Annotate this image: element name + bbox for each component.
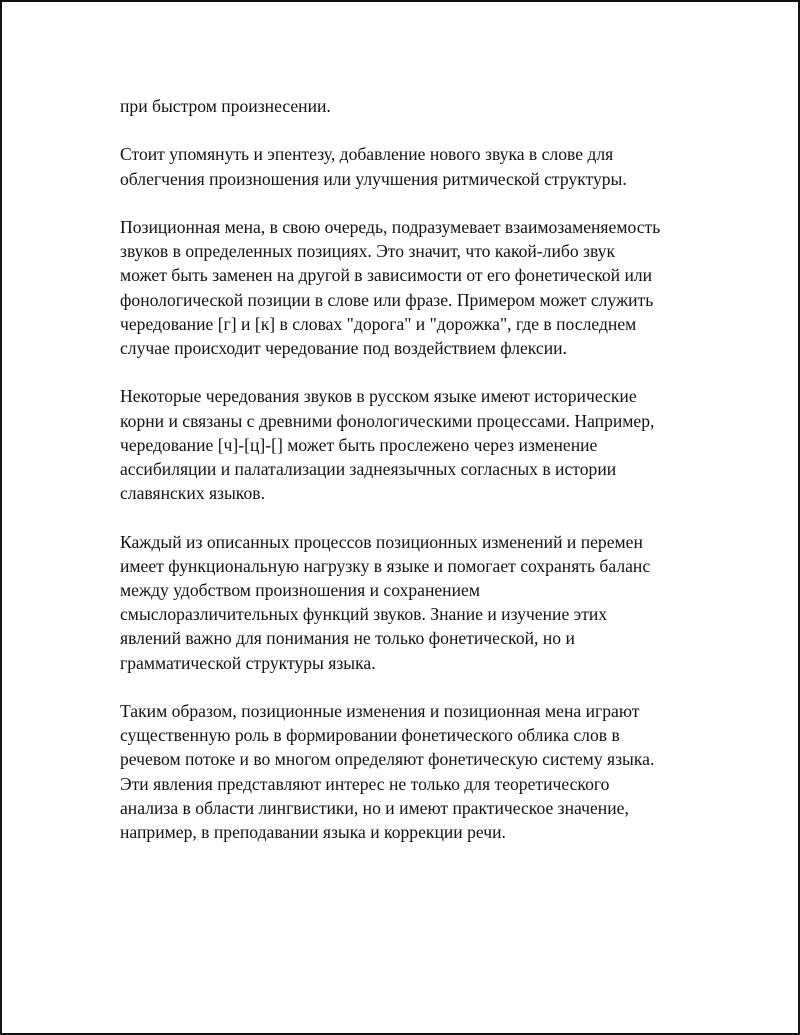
body-text — [120, 94, 700, 868]
paragraph-3 — [120, 215, 700, 360]
text-line: существенную роль в формировании фонетического облика слов в — [120, 725, 620, 746]
text-line: Эти явления представляют интерес не только для теоретического — [120, 773, 610, 794]
text-line: речевом потоке и во многом определяют фонетическую систему языка. — [120, 749, 655, 770]
paragraph-5 — [120, 530, 700, 675]
text-line: случае происходит чередование под воздействием флексии. — [120, 338, 567, 358]
text-line: Стоит упомянуть и эпентезу, добавление нового звука в слове для — [120, 144, 614, 165]
text-line: при быстром произнесении. — [120, 96, 331, 116]
text-line: ассибиляции и палатализации заднеязычных согласных в истории — [120, 459, 617, 479]
paragraph-4 — [120, 384, 700, 505]
text-line: облегчения произношения или улучшения ритмической структуры. — [120, 168, 627, 189]
text-line: чередование [ч]-[ц]-[] может быть прослежено через изменение — [120, 434, 598, 455]
text-line: Некоторые чередования звуков в русском языке имеют исторические — [120, 386, 637, 407]
text-line: фонологической позиции в слове или фразе. Примером может служить — [120, 289, 654, 310]
paragraph-1 — [120, 94, 700, 118]
text-line: между удобством произношения и сохранением — [120, 580, 480, 600]
text-line: Позиционная мена, в свою очередь, подразумевает взаимозаменяемость — [120, 216, 661, 237]
text-line: звуков в определенных позициях. Это значит, что какой-либо звук — [120, 241, 616, 262]
paragraph-2 — [120, 142, 700, 190]
text-line: может быть заменен на другой в зависимости от его фонетической или — [120, 265, 653, 286]
text-line: имеет функциональную нагрузку в языке и помогает сохранять баланс — [120, 555, 651, 576]
text-line: явлений важно для понимания не только фонетической, но и — [120, 628, 575, 649]
text-line: грамматической структуры языка. — [120, 652, 376, 673]
text-line: Таким образом, позиционные изменения и позиционная мена играют — [120, 701, 640, 721]
text-line: например, в преподавании языка и коррекции речи. — [120, 822, 506, 843]
text-line: чередование [г] и [к] в словах "дорога" и "дорожка", где в последнем — [120, 313, 637, 334]
text-line: Каждый из описанных процессов позиционных изменений и перемен — [120, 531, 643, 552]
text-line: анализа в области лингвистики, но и имеют практическое значение, — [120, 797, 629, 818]
paragraph-6 — [120, 699, 700, 844]
text-line: корни и связаны с древними фонологическими процессами. Например, — [120, 410, 655, 431]
text-line: славянских языков. — [120, 483, 265, 504]
text-line: смыслоразличительных функций звуков. Знание и изучение этих — [120, 604, 608, 625]
